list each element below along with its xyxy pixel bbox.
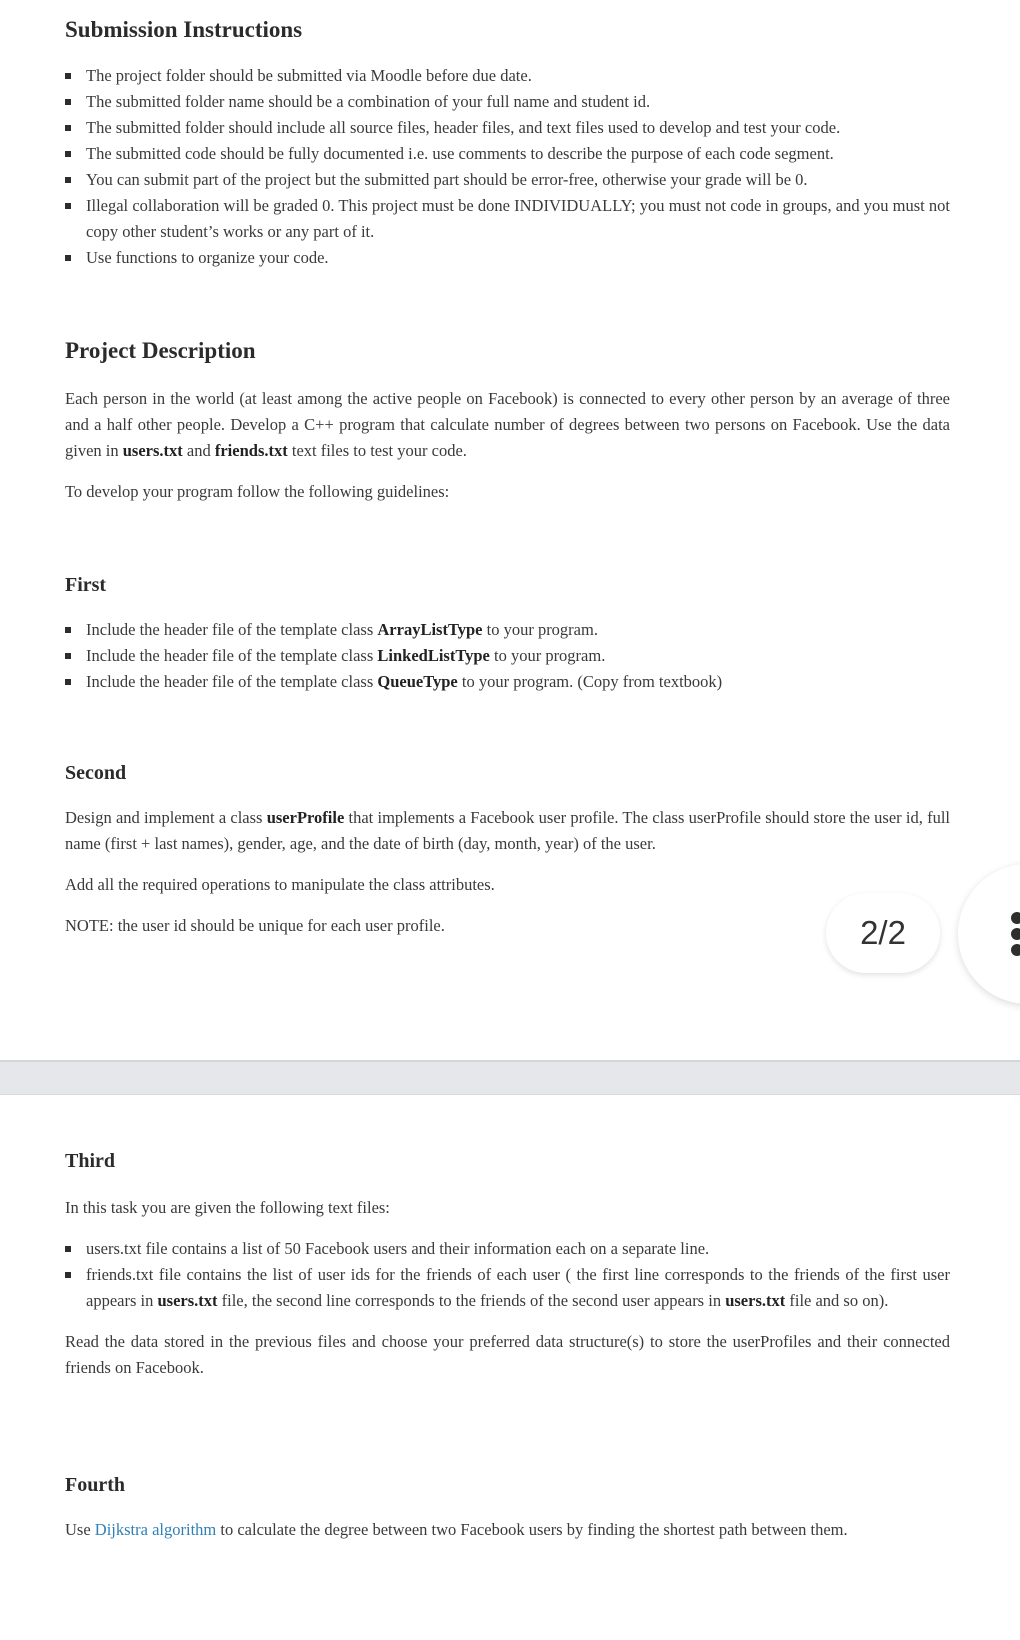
second-paragraph: Design and implement a class userProfile that implements a Facebook user profile. The class userProfile should store the user id, full name (first + last names), gender, age, and the date of birth (day, month, year) of the user.: [65, 808, 950, 853]
description-title: Project Description: [65, 338, 256, 363]
third-list: [65, 1236, 950, 1314]
list-item: The submitted folder should include all source files, header files, and text files used to develop and test your code.: [65, 115, 950, 141]
third-paragraph: Read the data stored in the previous files and choose your preferred data structure(s) to store the userProfiles and their connected friends on Facebook.: [65, 1332, 950, 1377]
list-item: users.txt file contains a list of 50 Facebook users and their information each on a separate line.: [65, 1236, 950, 1262]
list-item: Include the header file of the template class QueueType to your program. (Copy from textbook): [65, 669, 950, 695]
third-section: [65, 1150, 950, 1381]
list-item: You can submit part of the project but the submitted part should be error-free, otherwise your grade will be 0.: [65, 167, 950, 193]
more-options-button[interactable]: [958, 864, 1020, 1004]
fourth-title: Fourth: [65, 1474, 125, 1496]
second-section: [65, 762, 950, 939]
third-intro: In this task you are given the following text files:: [65, 1198, 390, 1217]
dijkstra-link[interactable]: Dijkstra algorithm: [94, 1520, 217, 1539]
list-item: The submitted folder name should be a combination of your full name and student id.: [65, 89, 950, 115]
first-title: First: [65, 574, 107, 596]
list-item: Include the header file of the template class ArrayListType to your program.: [65, 617, 950, 643]
second-note-paragraph: NOTE: the user id should be unique for each user profile.: [65, 916, 445, 935]
description-paragraph: Each person in the world (at least among the active people on Facebook) is connected to every other person by an average of three and a half other people. Develop a C++ program that calculate number of degrees between two persons on Facebook. Use the data given in users.txt and friends.txt text files to test your code.: [65, 389, 950, 460]
list-item: The submitted code should be fully documented i.e. use comments to describe the purpose of each code segment.: [65, 141, 950, 167]
fourth-paragraph: Use Dijkstra algorithm to calculate the degree between two Facebook users by finding the shortest path between them.: [65, 1520, 848, 1539]
page-indicator[interactable]: [826, 893, 940, 973]
fourth-section: [65, 1474, 950, 1543]
second-operations-paragraph: Add all the required operations to manipulate the class attributes.: [65, 875, 495, 894]
list-item: friends.txt file contains the list of user ids for the friends of each user ( the first line corresponds to the friends of the first user appears in users.txt file, the second line corresponds to the friends of the second user appears in users.txt file and so on).: [65, 1262, 950, 1314]
submission-list: [65, 63, 950, 271]
page-indicator-text: 2/2: [860, 914, 906, 951]
document-page-2: [0, 1095, 1020, 1640]
guidelines-paragraph: To develop your program follow the following guidelines:: [65, 482, 450, 501]
description-section: [65, 338, 950, 505]
list-item: Use functions to organize your code.: [65, 245, 950, 271]
first-section: [65, 574, 950, 695]
first-list: [65, 617, 950, 695]
page-separator: [0, 1060, 1020, 1095]
second-title: Second: [65, 762, 127, 784]
list-item: Illegal collaboration will be graded 0. This project must be done INDIVIDUALLY; you must not code in groups, and you must not copy other student’s works or any part of it.: [65, 193, 950, 245]
list-item: Include the header file of the template class LinkedListType to your program.: [65, 643, 950, 669]
third-title: Third: [65, 1150, 116, 1172]
submission-section: [65, 17, 950, 271]
list-item: The project folder should be submitted via Moodle before due date.: [65, 63, 950, 89]
submission-title: Submission Instructions: [65, 17, 303, 42]
